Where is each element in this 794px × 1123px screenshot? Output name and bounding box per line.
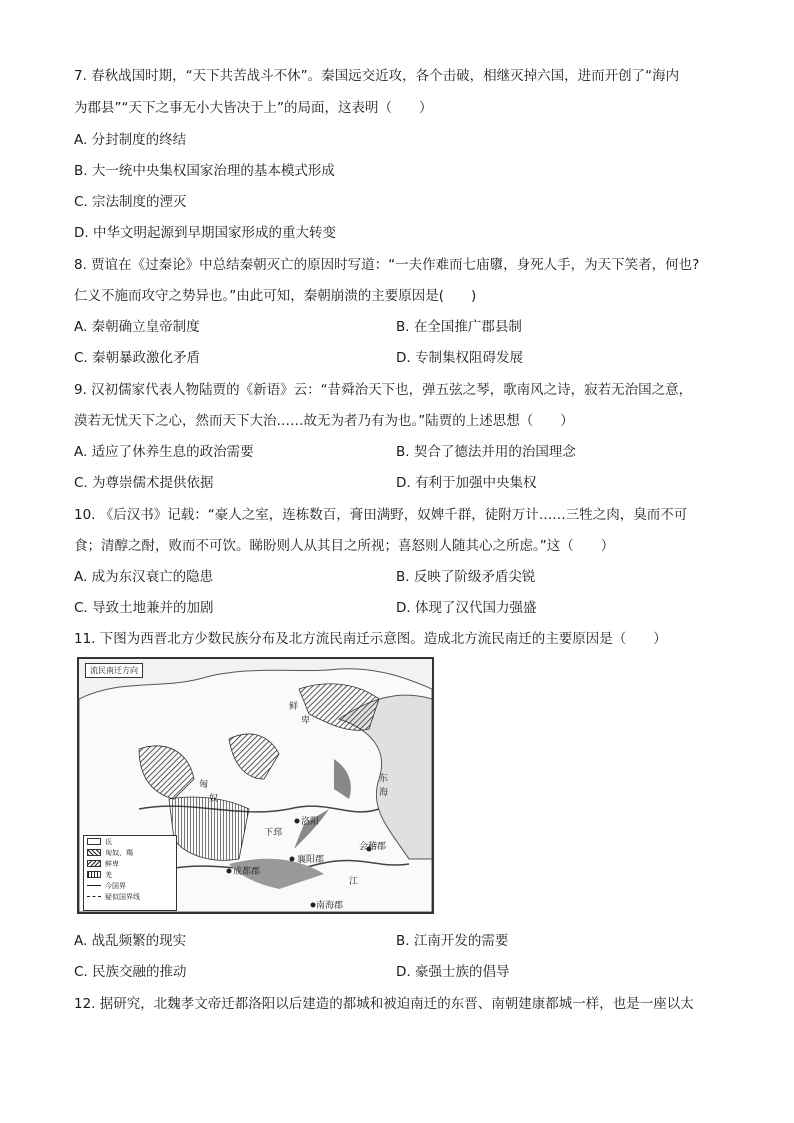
q10-option-c[interactable]: C. 导致土地兼并的加剧 bbox=[74, 600, 214, 616]
legend-label-qiang: 羌 bbox=[105, 870, 112, 879]
legend-swatch-xianbei bbox=[87, 860, 101, 867]
map-label-xianbei-2: 卑 bbox=[301, 716, 311, 726]
q8-stem-line2: 仁义不施而攻守之势异也。”由此可知，秦朝崩溃的主要原因是( ) bbox=[74, 288, 477, 304]
legend-row-border bbox=[84, 880, 176, 891]
q11-option-d[interactable]: D. 豪强士族的倡导 bbox=[396, 964, 510, 980]
q8-option-c[interactable]: C. 秦朝暴政激化矛盾 bbox=[74, 350, 201, 366]
legend-swatch-xiongnu bbox=[87, 849, 101, 856]
legend-label-dashed-border: 疑似国界线 bbox=[105, 892, 140, 901]
map-label-hai: 海 bbox=[379, 788, 389, 798]
legend-row-xiongnu bbox=[84, 847, 176, 858]
map-legend bbox=[83, 835, 177, 911]
q8-option-b[interactable]: B. 在全国推广郡县制 bbox=[396, 319, 522, 335]
q7-stem-line2: 为郡县”“天下之事无小大皆决于上”的局面，这表明（ ） bbox=[74, 100, 433, 116]
q8-stem-line1: 8. 贾谊在《过秦论》中总结秦朝灭亡的原因时写道：“一夫作难而七庙隳，身死人手，为天下笑者，何也? bbox=[74, 257, 700, 273]
q8-option-d[interactable]: D. 专制集权阻碍发展 bbox=[396, 350, 523, 366]
q11-option-b[interactable]: B. 江南开发的需要 bbox=[396, 933, 509, 949]
q9-stem-line1: 9. 汉初儒家代表人物陆贾的《新语》云：“昔舜治天下也，弹五弦之琴，歌南风之诗，寂若无治国之意， bbox=[74, 382, 693, 398]
map-label-dong: 东 bbox=[379, 774, 389, 784]
q9-stem-line2: 漠若无忧天下之心，然而天下大治……故无为者乃有为也。”陆贾的上述思想（ ） bbox=[74, 413, 574, 429]
q12-stem-line1: 12. 据研究，北魏孝文帝迁都洛阳以后建造的都城和被迫南迁的东晋、南朝建康都城一样，也是一座以太 bbox=[74, 996, 694, 1012]
q10-stem-line2: 食；清醇之酎，败而不可饮。睇盼则人从其目之所视；喜怒则人随其心之所虑。”这（ ） bbox=[74, 538, 615, 554]
map-legend-title: 流民南迁方向 bbox=[85, 663, 143, 678]
legend-label-border: 今国界 bbox=[105, 881, 126, 890]
legend-row-dashed-border bbox=[84, 891, 176, 902]
q9-option-b[interactable]: B. 契合了德法并用的治国理念 bbox=[396, 444, 576, 460]
q9-option-c[interactable]: C. 为尊崇儒术提供依据 bbox=[74, 475, 214, 491]
legend-swatch-border bbox=[87, 885, 101, 886]
legend-row-xianbei bbox=[84, 858, 176, 869]
q9-option-d[interactable]: D. 有利于加强中央集权 bbox=[396, 475, 537, 491]
map-label-chengdu: 成都郡 bbox=[233, 867, 261, 877]
map-label-jiang: 江 bbox=[349, 877, 359, 887]
q8-option-a[interactable]: A. 秦朝确立皇帝制度 bbox=[74, 319, 200, 335]
q11-option-c[interactable]: C. 民族交融的推动 bbox=[74, 964, 187, 980]
legend-swatch-qiang bbox=[87, 871, 101, 878]
q10-option-d[interactable]: D. 体现了汉代国力强盛 bbox=[396, 600, 537, 616]
map-label-xiapi: 下邳 bbox=[264, 828, 283, 838]
q10-option-a[interactable]: A. 成为东汉衰亡的隐患 bbox=[74, 569, 214, 585]
q9-option-a[interactable]: A. 适应了休养生息的政治需要 bbox=[74, 444, 254, 460]
map-label-nanhai: 南海郡 bbox=[316, 901, 344, 911]
map-label-xiongnu-2: 奴 bbox=[209, 794, 219, 804]
legend-label-xiongnu: 匈奴、羯 bbox=[105, 848, 133, 857]
legend-label-xianbei: 鲜卑 bbox=[105, 859, 119, 868]
legend-swatch-dashed-border bbox=[87, 896, 101, 897]
q10-stem-line1: 10. 《后汉书》记载：“豪人之室，连栋数百，膏田满野，奴婢千群，徒附万计……三牲之肉，臭而不可 bbox=[74, 507, 688, 523]
migration-map-figure bbox=[77, 657, 434, 914]
q7-option-c[interactable]: C. 宗法制度的湮灭 bbox=[74, 194, 187, 210]
legend-swatch-di bbox=[87, 838, 101, 845]
q7-option-a[interactable]: A. 分封制度的终结 bbox=[74, 132, 187, 148]
map-label-luoyang: 洛阳 bbox=[301, 817, 320, 827]
map-label-xianbei-1: 鲜 bbox=[289, 702, 299, 712]
map-label-xiangyang: 襄阳郡 bbox=[297, 855, 325, 865]
q7-option-d[interactable]: D. 中华文明起源到早期国家形成的重大转变 bbox=[74, 225, 336, 241]
q7-option-b[interactable]: B. 大一统中央集权国家治理的基本模式形成 bbox=[74, 163, 335, 179]
q10-option-b[interactable]: B. 反映了阶级矛盾尖锐 bbox=[396, 569, 536, 585]
map-label-xiongnu-1: 匈 bbox=[199, 780, 209, 790]
q7-stem-line1: 7. 春秋战国时期，“天下共苦战斗不休”。秦国远交近攻，各个击破，相继灭掉六国，进而开创了“海内 bbox=[74, 68, 680, 84]
legend-row-di bbox=[84, 836, 176, 847]
legend-label-di: 氐 bbox=[105, 837, 112, 846]
map-label-kuaiji: 会稽郡 bbox=[359, 842, 387, 852]
q11-option-a[interactable]: A. 战乱频繁的现实 bbox=[74, 933, 187, 949]
legend-row-qiang bbox=[84, 869, 176, 880]
q11-stem-line1: 11. 下图为西晋北方少数民族分布及北方流民南迁示意图。造成北方流民南迁的主要原因是（ ） bbox=[74, 631, 667, 647]
